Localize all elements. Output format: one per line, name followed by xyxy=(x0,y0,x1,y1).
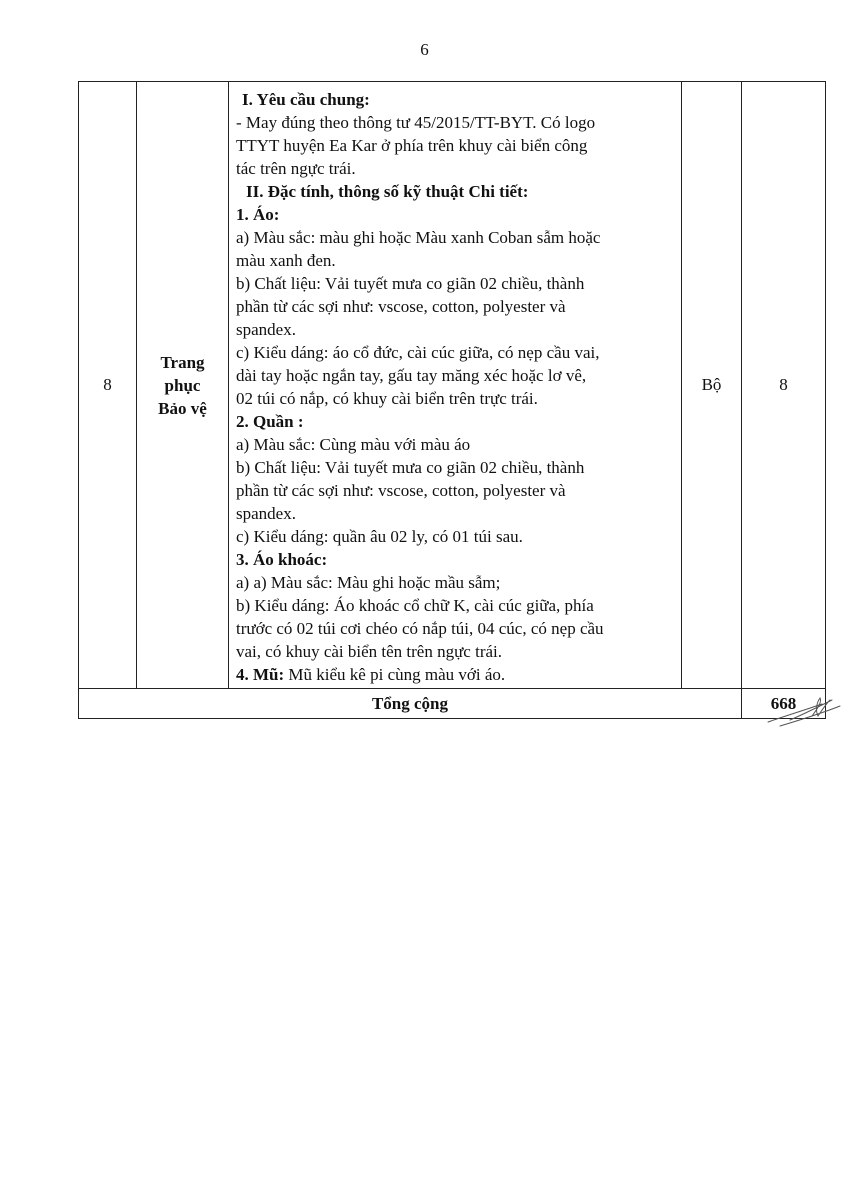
description-line xyxy=(236,571,677,594)
description-text: b) Kiểu dáng: Áo khoác cổ chữ K, cài cúc giữa, phía xyxy=(236,596,594,615)
description-text: tác trên ngực trái. xyxy=(236,159,356,178)
description-line xyxy=(236,410,677,433)
description-line xyxy=(236,479,677,502)
description-line xyxy=(236,640,677,663)
item-name-line: Trang xyxy=(160,352,205,372)
description-line xyxy=(236,134,677,157)
item-quantity: 8 xyxy=(742,82,826,689)
description-line xyxy=(236,88,677,111)
description-text: phần từ các sợi như: vscose, cotton, polyester và xyxy=(236,297,566,316)
description-text: c) Kiểu dáng: quần âu 02 ly, có 01 túi sau. xyxy=(236,527,523,546)
description-text: a) Màu sắc: Cùng màu với màu áo xyxy=(236,435,471,454)
description-text: TTYT huyện Ea Kar ở phía trên khuy cài biển công xyxy=(236,136,588,155)
description-line xyxy=(236,180,677,203)
description-text: Mũ kiểu kê pi cùng màu với áo. xyxy=(284,665,506,684)
description-line xyxy=(236,226,677,249)
description-text: b) Chất liệu: Vải tuyết mưa co giãn 02 chiều, thành xyxy=(236,458,585,477)
description-line xyxy=(236,594,677,617)
description-line xyxy=(236,525,677,548)
description-line xyxy=(236,617,677,640)
description-text: dài tay hoặc ngắn tay, gấu tay măng xéc hoặc lơ vê, xyxy=(236,366,587,385)
specification-table xyxy=(78,81,826,719)
description-line xyxy=(236,203,677,226)
description-line xyxy=(236,157,677,180)
description-text: phần từ các sợi như: vscose, cotton, polyester và xyxy=(236,481,566,500)
description-line xyxy=(236,387,677,410)
description-line xyxy=(236,663,677,686)
description-heading: I. Yêu cầu chung: xyxy=(242,90,370,109)
item-name-line: phục xyxy=(164,375,201,395)
description-text: màu xanh đen. xyxy=(236,251,336,270)
signature-icon xyxy=(760,690,845,730)
description-line xyxy=(236,364,677,387)
description-line xyxy=(236,502,677,525)
description-text: vai, có khuy cài biển tên trên ngực trái. xyxy=(236,642,503,661)
description-text: a) Màu sắc: màu ghi hoặc Màu xanh Coban sẫm hoặc xyxy=(236,228,601,247)
total-value: 668 xyxy=(742,689,826,719)
description-line xyxy=(236,295,677,318)
item-description xyxy=(229,82,682,689)
description-heading: II. Đặc tính, thông số kỹ thuật Chi tiết: xyxy=(246,182,529,201)
description-line xyxy=(236,318,677,341)
description-heading: 3. Áo khoác: xyxy=(236,550,328,569)
description-text: c) Kiểu dáng: áo cổ đức, cài cúc giữa, có nẹp cầu vai, xyxy=(236,343,600,362)
description-line xyxy=(236,272,677,295)
row-stt: 8 xyxy=(79,82,137,689)
description-line xyxy=(236,249,677,272)
page-number: 6 xyxy=(420,40,429,59)
description-heading: 4. Mũ: xyxy=(236,665,285,684)
item-unit: Bộ xyxy=(682,82,742,689)
description-text: b) Chất liệu: Vải tuyết mưa co giãn 02 chiều, thành xyxy=(236,274,585,293)
description-line xyxy=(236,111,677,134)
table-row xyxy=(79,82,826,689)
description-line xyxy=(236,433,677,456)
description-text: a) a) Màu sắc: Màu ghi hoặc mầu sẫm; xyxy=(236,573,501,592)
description-line xyxy=(236,341,677,364)
description-text: spandex. xyxy=(236,320,296,339)
description-text: 02 túi có nắp, có khuy cài biển trên trực trái. xyxy=(236,389,538,408)
item-name-line: Bảo vệ xyxy=(158,398,207,418)
total-row xyxy=(79,689,826,719)
item-name xyxy=(137,82,229,689)
description-heading: 2. Quần : xyxy=(236,412,304,431)
description-line xyxy=(236,548,677,571)
description-heading: 1. Áo: xyxy=(236,205,280,224)
description-line xyxy=(236,456,677,479)
total-label: Tổng cộng xyxy=(79,689,742,719)
description-text: trước có 02 túi cơi chéo có nắp túi, 04 cúc, có nẹp cầu xyxy=(236,619,604,638)
description-text: spandex. xyxy=(236,504,296,523)
description-text: - May đúng theo thông tư 45/2015/TT-BYT. Có logo xyxy=(236,113,596,132)
